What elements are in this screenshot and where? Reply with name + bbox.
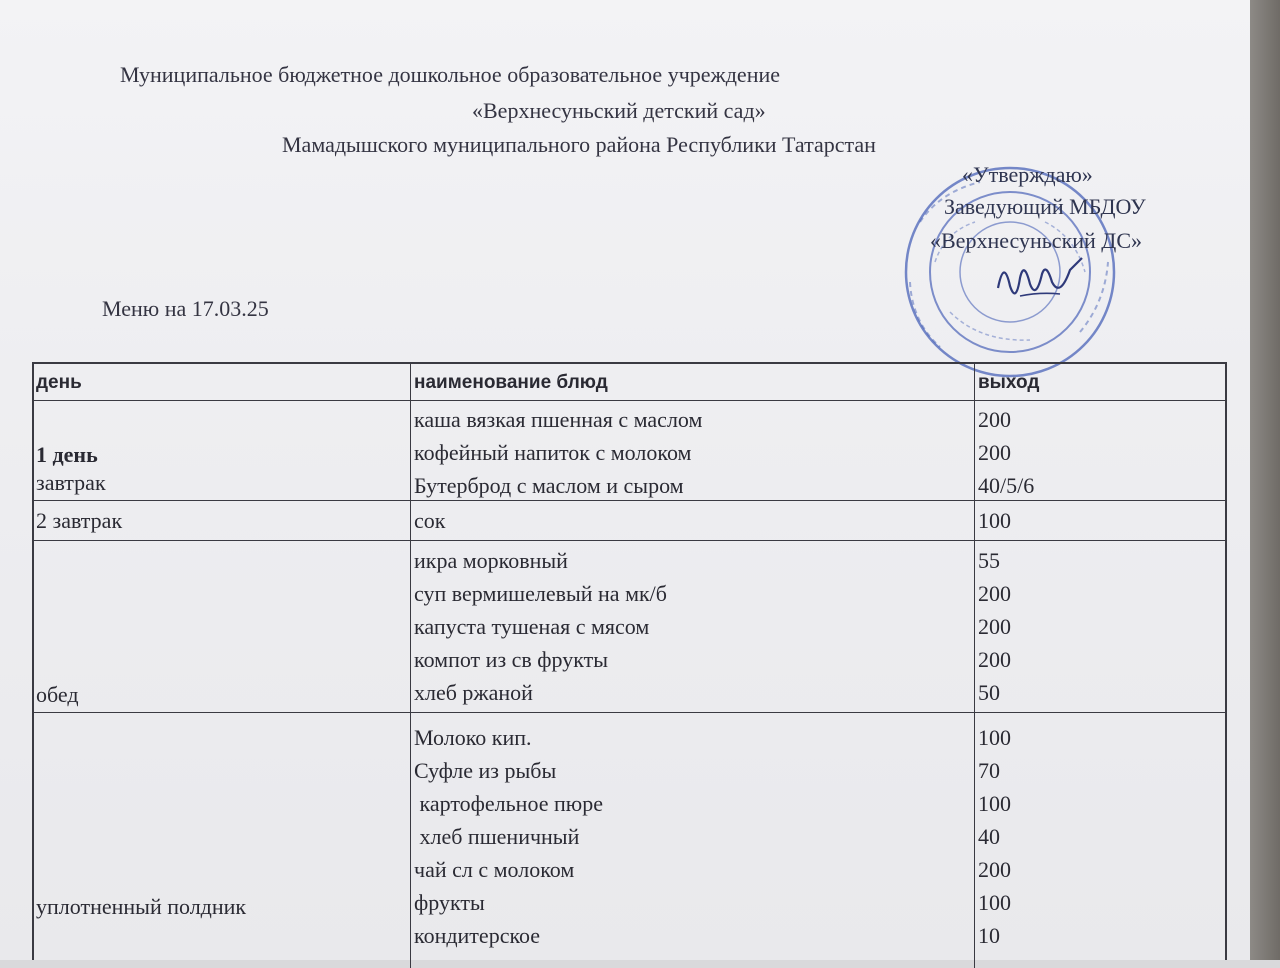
table-header-row [34, 364, 1225, 401]
dish-item: кофейный напиток с молоком [414, 440, 692, 465]
output-value: 200 [978, 614, 1011, 639]
output-value: 200 [978, 647, 1011, 672]
dish-item: компот из св фрукты [414, 647, 609, 672]
header-line-kindergarten: «Верхнесуньский детский сад» [472, 98, 766, 123]
dish-item: кондитерское [414, 923, 541, 948]
row-day [36, 441, 106, 497]
output-value: 100 [978, 508, 1011, 533]
row-day [36, 507, 122, 535]
meal-label: уплотненный полдник [36, 894, 247, 919]
output-list [978, 403, 1034, 502]
output-value: 200 [978, 407, 1011, 432]
dish-list [414, 504, 445, 537]
dish-item: фрукты [414, 890, 485, 915]
menu-date: Меню на 17.03.25 [102, 296, 269, 321]
menu-table [32, 362, 1227, 960]
background-surface [1250, 0, 1280, 960]
dish-list [414, 403, 702, 502]
header-dish: наименование блюд [414, 372, 608, 393]
dish-item: каша вязкая пшенная с маслом [414, 407, 703, 432]
dish-item: хлеб пшеничный [414, 824, 580, 849]
output-value: 100 [978, 791, 1011, 816]
meal-label: 2 завтрак [36, 508, 123, 533]
approval-line-org: «Верхнесуньский ДС» [930, 228, 1142, 253]
row-day [36, 681, 79, 709]
dish-item: сок [414, 508, 446, 533]
output-list [978, 721, 1011, 952]
dish-item: Суфле из рыбы [414, 758, 557, 783]
output-value: 200 [978, 857, 1011, 882]
output-list [978, 544, 1011, 709]
output-value: 40 [978, 824, 1000, 849]
dish-item: хлеб ржаной [414, 680, 533, 705]
dish-item: икра морковный [414, 548, 568, 573]
header-line-institution: Муниципальное бюджетное дошкольное образовательное учреждение [120, 62, 780, 87]
output-value: 200 [978, 440, 1011, 465]
output-value: 10 [978, 923, 1000, 948]
meal-label: завтрак [36, 470, 106, 495]
table-row [34, 501, 1225, 541]
output-value: 40/5/6 [978, 473, 1035, 498]
handwritten-signature [990, 248, 1090, 308]
day-label: 1 день [36, 442, 98, 467]
output-value: 70 [978, 758, 1000, 783]
dish-item: чай сл с молоком [414, 857, 575, 882]
table-row [34, 401, 1225, 501]
dish-item: суп вермишелевый на мк/б [414, 581, 667, 606]
output-value: 100 [978, 890, 1011, 915]
output-value: 50 [978, 680, 1000, 705]
approval-line-approve: «Утверждаю» [962, 162, 1093, 187]
dish-item: капуста тушеная с мясом [414, 614, 650, 639]
output-value: 55 [978, 548, 1000, 573]
dish-list [414, 721, 603, 952]
dish-item: картофельное пюре [414, 791, 603, 816]
dish-item: Молоко кип. [414, 725, 532, 750]
row-day [36, 893, 246, 921]
output-list [978, 504, 1011, 537]
approval-line-head: Заведующий МБДОУ [944, 194, 1146, 219]
dish-item: Бутерброд с маслом и сыром [414, 473, 684, 498]
header-line-district: Мамадышского муниципального района Республики Татарстан [282, 132, 876, 157]
header-output: выход [978, 372, 1040, 393]
meal-label: обед [36, 682, 79, 707]
dish-list [414, 544, 667, 709]
table-row [34, 541, 1225, 713]
table-row [34, 713, 1225, 962]
output-value: 100 [978, 725, 1011, 750]
output-value: 200 [978, 581, 1011, 606]
header-day: день [36, 372, 82, 393]
